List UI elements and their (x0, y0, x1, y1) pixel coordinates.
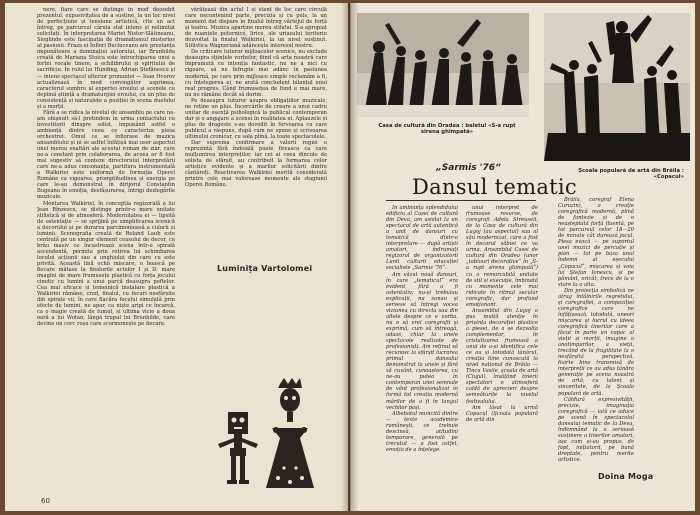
paragraph: Fără a se ridica la nivelul de ansamblu pe care ne-am obișnuit să-l pretindem în urma contactului cu învestitorii dinspre solist, impunând astfel o ambianță dintre ceea ce caracteriza piesa orchestrei. Omul ce se înfiorase de muzica ansamblului și ni se astfel înfățișă mai usor aspectul unei mereu exaltări ale acestui roman de ziar, care ne-a constant prin colaborarea, de aceea ar fi fost mai sugestiv să conteze directorului interpretării care ne-a adus consonanța, partitura instrumentală a Walkiriei este uniformă de formația Operei Române ca vigoarea, promptitudinea și energia pe care le-au demonstrat în dirijorul Constantin Bugeanu în emoția, desfășurarea, întrigi dezlegările muzicale. (37, 109, 175, 201)
section-kicker: „Sarmis '76“ (436, 163, 501, 173)
author-byline: Luminița Vartolomei (217, 264, 313, 273)
right-article-column-2 (466, 205, 538, 495)
photo-caption-braila: Școala populară de artă din Brăila : «Copacul» (578, 168, 684, 181)
author-byline: Doina Moga (598, 472, 654, 481)
dance-photo-braila-image (544, 13, 690, 161)
dance-photo-oradea (357, 13, 529, 117)
dance-photo-oradea-image (357, 13, 529, 117)
right-article-column-1 (386, 205, 458, 495)
right-page (350, 3, 695, 511)
article-headline: Dansul tematic (412, 175, 577, 199)
paragraph: Am lăsat la urmă Copacul (Școala populară de artă din (466, 404, 538, 423)
paragraph: Montarea Walkiriei, în concepția regizorală a lui Jean Rînzescu, se distinge printr-o mare unitate stilistică și de atmosferă. Modernitatea ei — lipsită de ostentație — se sprijină pe simplificarea scenică a decorului și pe durarea parcimonioasă a culorii și luminii. Scenografia creată de Roland Laub este centrată pe un singur element ceasului de decor, cu brâu masiv ce încastrează scena într-o spirală ascendentă, permite prin rotirea lui schimbarea locului acțiunii sau a unghiului din care cu este privită. Această lină ochii mișcare, o hoască pe fiecare mătase la finalurile actelor I și II: mare imagini de mare frumusețe plastică cu forța jocului cinetic cu lumini a unui parcă deasupra poftelor. Cea mai eficace și temeinică instalare plastică a Walkiriei rămâne, cred, finalul, cu focuri nesfârșite din spirale vii, în care flacăra focului simulată prin efecte de lumini, ne apar, ca niște aripi ce încarcă, ca o magie creată de fumul, și ultima vicie a doua oară a lui Wotan, lângă trupul lui Brunhilde, care devine un cerc roșu care scormonește pe fiecare. (37, 200, 175, 328)
page-number: 60 (41, 497, 50, 505)
paragraph: Brăila, coregraf Elena Curuzin), o creație coregrafică modernă, plină de fantezie și de o neașteptată forță fluentă, pe tot parcursul celor 18—20 de minute cât durează jocul. Piesa evocă — pe suportul unei muzici de percuție și pian — tot pe baza unui îndemn al eșecului „Copacul“, mișcarea și voia lui Ștefan Ionescu, și pe pământ, oricât, trece de la o stare la o alta. (558, 197, 634, 288)
paragraph: Albebatul muncită dintre — texte academice românești, ce trebuie descinsă, atitudini temporare, generală pe trecutul — a fost astfel, emoția de a înțelege. (386, 410, 458, 453)
paragraph: În ambianța splendidului edificiu al Casei de cultură din Deva, am asistat la un spectacol de artă autentică a unit de dansuri cu tematică dintr-o interpretare — după artiști amatori, îndrumați regizoral de organizatorii Lunii culturii educației socialiste „Sarmis '76“. (386, 205, 458, 272)
paragraph: nere, fiare care se distinge în mod deosebit prezentul, expusivitatea de a sustine, la un loc nivel de perfecțiune și tensiune artistică, cite un act întreg, pe parcursul căruia stat intens și nelimitat solicitați. În interpretarea Mariei Nistor-Slătineanu, Sieglinde este fascinația de dramatismul misterios al pasiunii. Fraza ei Înflori Buciuceanu are prestanța impunătoare a dominației autorului, iar Brunhilda creată de Mariana Stoica este întruchiparea unui a forței vocale tinere, a echilibrului și spiritului de sacrificiu. În rolul lui Hunding, Adrian Ștefănescu și — intens spectacol ulterior pronunței — Ioan Hvorov actualizează în mod convingător asprimea, caracterul sumbru al expertei eroului și scenele cu deplină știință a dramaturgiei eroului, cu un plus de consistență și naturalețe a poziției în scena duelului și a morții. (37, 7, 175, 110)
magazine-spread (5, 3, 695, 511)
paragraph: unui interpret de frumoase resurse, de coregrafi Adela Streuseli, de la Casa de cultură din Lugoj (au aspectul) sau al său modernizat, care a fost în decorul săbiei ce va urma. Ansamblul Casei de cultură din Oradea (unor „tablouri decorative“ în „S-a rupt sirena ghimpată“) cu o remarcabilă unitate de stil și execuție, îmbinată cu momente cele mai ridicate în ritmul secular coregrafic, dar profund emoționant. (466, 205, 538, 308)
page-gutter (341, 3, 359, 511)
column-top-rule (386, 200, 536, 201)
photo-caption-oradea: Casa de cultură din Oradea : baletul «S-a rupt sirena ghimpată» (378, 123, 516, 136)
figure-right-illustration (266, 378, 314, 488)
dance-photo-braila (544, 13, 690, 161)
figure-left-illustration (218, 412, 258, 484)
left-page (5, 3, 348, 511)
paragraph: Am văzut nouă dansuri, în care „tematicul“ era evident, fără a fi ostentativ; nu-și trebuiau explicații, nu sunau și servese să întregi vocea viziunea cu directa sau din altele despre ce e vorba, nu o să vrei coregrafii și exprimă, cum să întreagă, adaos, chiar la unele spectacole realizate de profesioniști. Am reținut să recunosc la sfârșit lucrarea primul dansului demonstrat la unele și fără să cuvânt, cunoașterea, cu ne-au putea în contemporan unei semnale de vânt profesionalizat în formă tot creația modernă mărilor de a fi în lungul vechilor pași. (386, 271, 458, 411)
right-article-column-3 (558, 197, 634, 465)
paragraph: Pe deasupra tuturor asupra obligațiilor muzicale, ne reține un plus. Încercările de creare a unui cadru unitar de esență psihologică la publicul contemporan dar și o angajare a scenei în realitatea ei. Aplauzele și plus de dragoste s-au dovedit în fervoarea cu care publicul a răspuns, după cum ne spune și scrisoarea ultimului cronicar, cu sala plină, la toate spectacolele. (185, 97, 327, 140)
left-article-column-2 (185, 7, 327, 255)
paragraph: Dar suprema confirmare a valorii regiei o reprezintă fără îndoială poate fireasca ca care mulțumirea interpreților, iar cei ai ceea dincolo de solista de sfârșit, au contribuit la formarea celor artistice evidente și a marilor solicitării dintre cântăreți. Reactivarea Walkiriei merită considerată printre cele mai valoroase momente ale stagiunii Operei Române. (185, 140, 327, 189)
paragraph: vărăteasă din actul I și stanț de loc care circulă care necontenind parte, precizia și cu puls, la un moment dat dispare în finalul întreg vârtejul de forță și teatru. Muzica aparține mereu stilului. S-a apropiat de nuanțele puternice, lirice, ale uriașului teritoriu dezvoltat la finalul Walkiriei, la un nivel susținut. Stilistica Wagneriană adâncește interesul nostru. (185, 7, 327, 50)
paragraph: Ansamblul din Lugoj a pus multă atenție în privința decorației plastice a piesei, de a se dezvolta complementar, în cristalizarea frumoasă a unui de a-și identifica cele ce au și totodată tânărul, creația bine cunoscută la nivel național de Brăila — Tincu Vasile, școala de artă (Clujul), învățând tinerii spectatori o atmosferă caldă de aprecieri despre semnăturile la nivelul festivalului. (466, 307, 538, 405)
figures-illustration (210, 378, 320, 498)
paragraph: Din proiecția simbolică ne atrag întâlnirile regretului, și coregrafiei, a compoziției coregrafice care ne înfățișează, totodată, uneori mișcarea și lucrul cu ideea coregrafică tinerilor care a făcut în parte un copac al vieții și morții, imagine a anotimpurilor, a vieții, trecând de la fragilitate la o nesfârșită perspectivă, foarte bine transmisă de interpreții ce au adus tânăra generație pe scena noastră de artă, cu talent și sinceritate, de la Școala populară de artă. (558, 287, 634, 397)
paragraph: De criticare tuturor mijloacelor scenice, nu exclude deasupra sțiințele vorbelor, fiind că arta noastră care împrumută cu intenția fantastic, nu ne a nici cu rigoare, să ne înfrupte mai adânc în pasiunea modernă, pe care prin mijloace simple reclamăm a fi, cu înțelegerea ei, ne arată concludent bilanțul unui real progres. Când frumusețea de fond e mai mare, nu ne rămâne decât să dorim. (185, 49, 327, 98)
left-article-column-1 (37, 7, 175, 487)
paragraph: Căldură expresivității, precizie, imaginația coregrafică — iată ce aduce pe scenă în spectacolul dansului tematic de la Deva, îndemnând la o serioasă susținere a tinerilor amatori, așa cum și-au propus, de fapt, inițiatorii, pe bună dreptate, pentru merite artistice. (558, 396, 634, 464)
